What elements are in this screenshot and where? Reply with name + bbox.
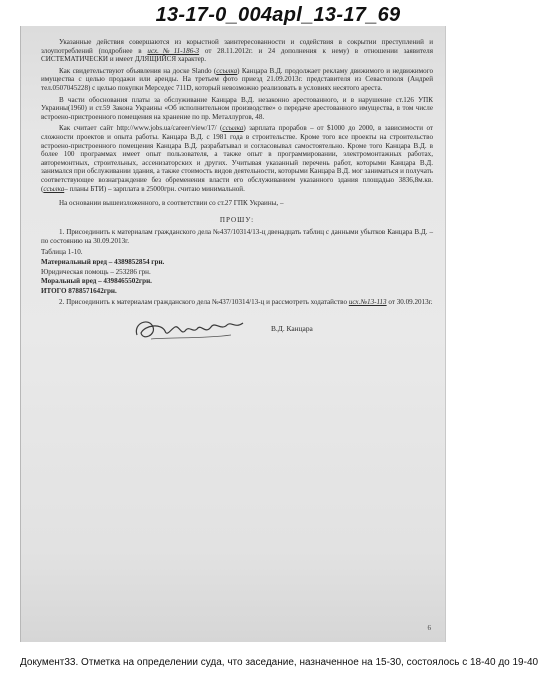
material-damage: Материальный вред – 4389852854 грн.	[41, 258, 165, 267]
slando-link[interactable]: ссылка	[216, 66, 238, 75]
document-body	[41, 38, 433, 347]
bti-link[interactable]: ссылка	[43, 184, 65, 193]
paragraph-2: Как свидетельствуют объявления на доске Slando (ссылка) Канцара В.Д. продолжает рекламу движимого и недвижимого имущества с целью продажи или аренды. На третьем фото приезд 21.09.2013г. представителя из Севастополя (Андрей тел.0507045228) с целью покупки Мерседес 711D, который невозможно реализовать в условиях несятого ареста.	[41, 66, 433, 92]
total-amount: ИТОГО 8788571642грн.	[41, 286, 117, 295]
paragraph-1: Указанные действия совершаются из корыстной заинтересованности и содействия в сокрытии преступлений и злоупотреблений (подробнее в исх.№11-186-3 от 28.11.2012г. и 24 дополнения к нему) в отношении заявителя СИСТЕМАТИЧЕСКИ и имеет ДЛЯЩИЙСЯ характер.	[41, 38, 433, 64]
moral-damage: Моральный вред – 4398465502грн.	[41, 277, 152, 286]
request-item-1: 1. Присоединить к материалам гражданского дела №437/10314/13-ц двенадцать таблиц с данными убытков Канцара В.Д. – по состоянию на 30.09.2013г.	[41, 228, 433, 245]
paragraph-3: В части обоснования платы за обслуживание Канцара В.Д. незаконно арестованного, и в нарушение ст.126 УПК Украины(1960) и ст.59 Закона Украины «Об исполнительном производстве» о передаче арестованного имущества, в том числе встроено-пристроенного помещения на хранение по пр. Металлургов, 48.	[41, 95, 433, 121]
paragraph-4: Как считает сайт http://www.jobs.ua/career/view/17/ (ссылка) зарплата прорабов – от $1000 до 2000, в зависимости от сложности проектов и опыта работы. Канцара В.Д. с 1981 года в строительстве. Кроме того все проекты на строительство встроено-пристроенного помещения Канцара В.Д. разрабатывал и согласовывал самостоятельно. Кроме того Канцара В.Д. в более 100 программах имеет опыт пользователя, а также опыт в программировании, электромонтажных работах, авторемонтных, строительных, ассенизаторских и других. Учитывая указанный перечень работ, которыми Канцара В.Д. занимался при обслуживании здания, а также стоимость видов деятельности, которыми Канцара В.Д. мог заниматься и получать соответствующее вознаграждение без обременения власти его обслуживанием указанного здания площадью 3836,8м.кв. (ссылка– планы БТИ) – зарплата в 25000грн. считаю минимальной.	[41, 124, 433, 193]
jobs-link[interactable]: ссылка	[222, 124, 244, 133]
document-title: 13-17-0_004apl_13-17_69	[155, 4, 401, 26]
signature-row	[41, 313, 433, 347]
request-item-2: 2. Присоединить к материалам гражданского дела №437/10314/13-ц и рассмотреть ходатайство исх.№13-113 от 30.09.2013г.	[59, 298, 433, 307]
reference-link[interactable]: исх.№11-186-3	[147, 46, 200, 55]
caption-text: Документ33. Отметка на определении суда, что заседание, назначенное на 15-30, состоялось с 18-40 до 19-40	[20, 657, 539, 668]
request-heading: ПРОШУ:	[219, 215, 255, 224]
table-reference: Таблица 1-10.	[41, 248, 83, 257]
signer-name: В.Д. Канцара	[271, 324, 313, 334]
legal-aid: Юридическая помощь – 253286 грн.	[41, 267, 151, 276]
paragraph-5: На основании вышеизложенного, в соответствии со ст.27 ГПК Украины, –	[59, 199, 284, 208]
scanned-page	[20, 26, 446, 642]
petition-link[interactable]: исх.№13-113	[348, 298, 387, 307]
handwritten-signature	[131, 313, 251, 345]
page-number: 6	[427, 624, 431, 632]
